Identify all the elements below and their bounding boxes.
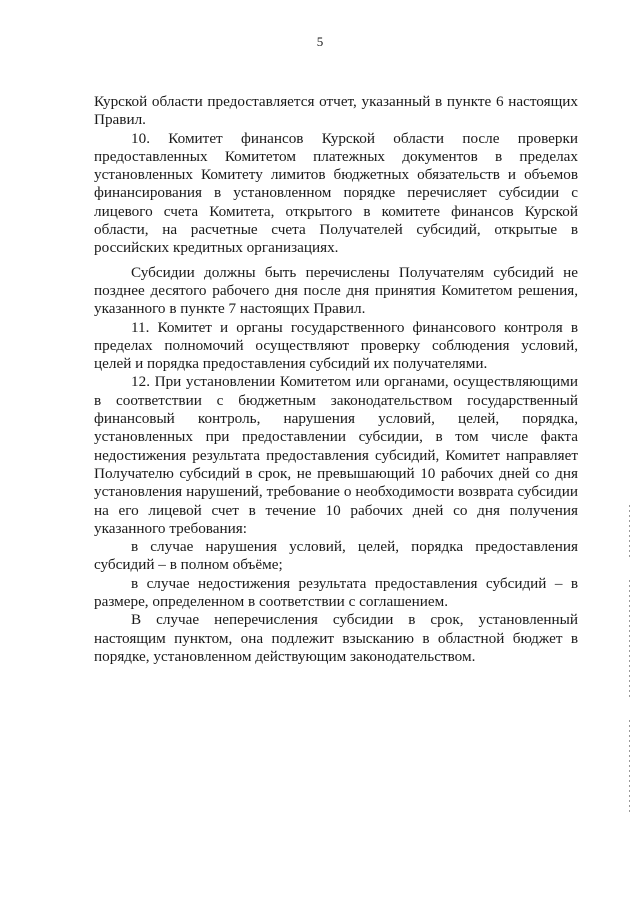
paragraph-case-non-achievement: в случае недостижения результата предоставления субсидий – в размере, определенном в соответствии с соглашением. (94, 574, 578, 611)
page-number: 5 (316, 34, 324, 49)
paragraph-subsidy-transfer: Субсидии должны быть перечислены Получателям субсидий не позднее десятого рабочего дня после дня принятия Комитетом решения, указанного в пункте 7 настоящих Правил. (94, 263, 578, 318)
paragraph-item-11: 11. Комитет и органы государственного финансового контроля в пределах полномочий осуществляют проверку соблюдения условий, целей и порядка предоставления субсидий их получателями. (94, 318, 578, 373)
paragraph-continuation: Курской области предоставляется отчет, указанный в пункте 6 настоящих Правил. (94, 93, 578, 129)
scan-edge-mark (629, 720, 630, 815)
paragraph-item-10: 10. Комитет финансов Курской области после проверки предоставленных Комитетом платежных документов в пределах установленных Комитету лимитов бюджетных обязательств и объемов финансирования в установленном порядке перечисляет субсидии с лицевого счета Комитета, открытого в комитете финансов Курской области, на расчетные счета Получателей субсидий, открытые в российских кредитных организациях. (94, 129, 578, 257)
paragraph-case-non-transfer: В случае неперечисления субсидии в срок, установленный настоящим пунктом, она подлежит взысканию в областной бюджет в порядке, установленном действующим законодательством. (94, 611, 578, 665)
paragraph-item-12: 12. При установлении Комитетом или органами, осуществляющими в соответствии с бюджетным законодательством государственный финансовый контроль, нарушения условий, целей, порядка, установленных при предоставлении субсидии, в том числе факта недостижения результата предоставления субсидий, Комитет направляет Получателю субсидий в срок, не превышающий 10 рабочих дней со дня установления нарушений, требование о необходимости возврата субсидии на его лицевой счет в течение 10 рабочих дней со дня получения указанного требования: (94, 373, 578, 537)
document-body (94, 93, 578, 666)
scan-edge-mark (629, 505, 630, 560)
paragraph-case-violation: в случае нарушения условий, целей, порядка предоставления субсидий – в полном объёме; (94, 538, 578, 574)
scan-edge-mark (629, 580, 630, 700)
